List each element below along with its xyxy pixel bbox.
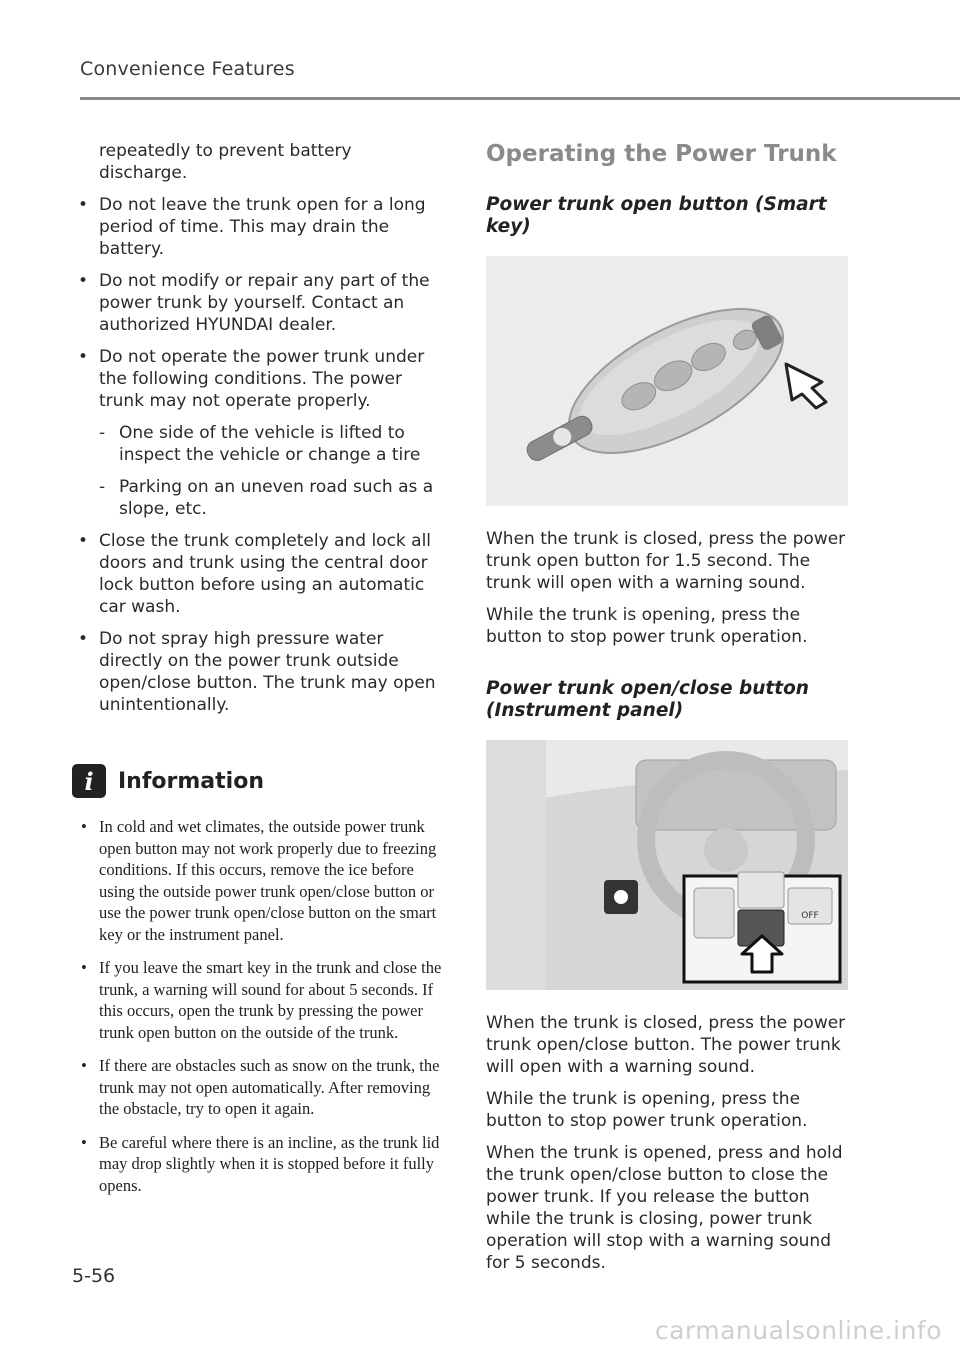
panel-paragraph-1: When the trunk is closed, press the power trunk open/close button. The power trunk will open with a warning sound.: [486, 1013, 846, 1077]
sub-list-item: - One side of the vehicle is lifted to inspect the vehicle or change a tire: [99, 423, 421, 465]
continuation-text: repeatedly to prevent battery discharge.: [99, 141, 352, 183]
smart-key-illustration: [486, 256, 848, 506]
page-number: 5-56: [72, 1265, 116, 1287]
list-item: • Do not leave the trunk open for a long period of time. This may drain the battery.: [78, 195, 426, 259]
watermark: carmanualsonline.info: [654, 1316, 942, 1345]
instrument-panel-illustration: [486, 740, 848, 990]
list-item: • If you leave the smart key in the trunk and close the trunk, a warning will sound for about 5 seconds. If this occurs, open the trunk by pressing the power trunk open button on the outside of the trunk.: [81, 958, 442, 1042]
header-title: Convenience Features: [80, 58, 295, 80]
list-item: • Do not spray high pressure water directly on the power trunk outside open/close button. The trunk may open unintentionally.: [78, 629, 436, 715]
information-icon: i: [72, 764, 106, 798]
right-column: [486, 140, 848, 1284]
off-label: OFF: [801, 911, 819, 921]
smartkey-paragraph-2: While the trunk is opening, press the button to stop power trunk operation.: [486, 605, 808, 647]
information-list: [72, 816, 444, 1196]
smartkey-paragraph-1: When the trunk is closed, press the power trunk open button for 1.5 second. The trunk will open with a warning sound.: [486, 529, 846, 593]
information-heading: [72, 764, 444, 798]
left-column: [72, 140, 444, 1208]
sub-list-item: - Parking on an uneven road such as a slope, etc.: [99, 477, 434, 519]
list-item: • In cold and wet climates, the outside power trunk open button may not work properly due to freezing conditions. If this occurs, remove the ice before using the outside power trunk open/close button or use the power trunk open/close button on the smart key or the instrument panel.: [81, 817, 437, 944]
panel-paragraph-3: When the trunk is opened, press and hold the trunk open/close button to close the power trunk. If you release the button while the trunk is closing, power trunk operation will stop with a warning sound for 5 seconds.: [486, 1143, 843, 1273]
sub-list: [99, 422, 444, 520]
list-item: • Do not modify or repair any part of the power trunk by yourself. Contact an authorized HYUNDAI dealer.: [78, 271, 430, 335]
list-item: • Do not operate the power trunk under the following conditions. The power trunk may not operate properly. - One side of the vehicle is lifted to inspect the vehicle or change a tire - Parking on an uneven road such as a slope, etc.: [72, 346, 444, 520]
instrument-panel-figure: [486, 740, 848, 990]
section-title: Operating the Power Trunk: [486, 141, 837, 167]
list-item: • Be careful where there is an incline, as the trunk lid may drop slightly when it is stopped before it fully opens.: [81, 1132, 440, 1195]
panel-paragraph-2: While the trunk is opening, press the button to stop power trunk operation.: [486, 1089, 808, 1131]
caution-list: [72, 194, 444, 716]
list-item: • Close the trunk completely and lock all doors and trunk using the central door lock button before using an automatic car wash.: [78, 531, 432, 617]
smart-key-figure: [486, 256, 848, 506]
panel-subtitle: Power trunk open/close button (Instrument panel): [486, 678, 809, 721]
list-item: • If there are obstacles such as snow on the trunk, the trunk may not open automatically. After removing the obstacle, try to open it again.: [81, 1056, 440, 1118]
information-title: Information: [118, 768, 264, 794]
smartkey-subtitle: Power trunk open button (Smart key): [486, 194, 827, 237]
header-rule: [80, 97, 960, 100]
